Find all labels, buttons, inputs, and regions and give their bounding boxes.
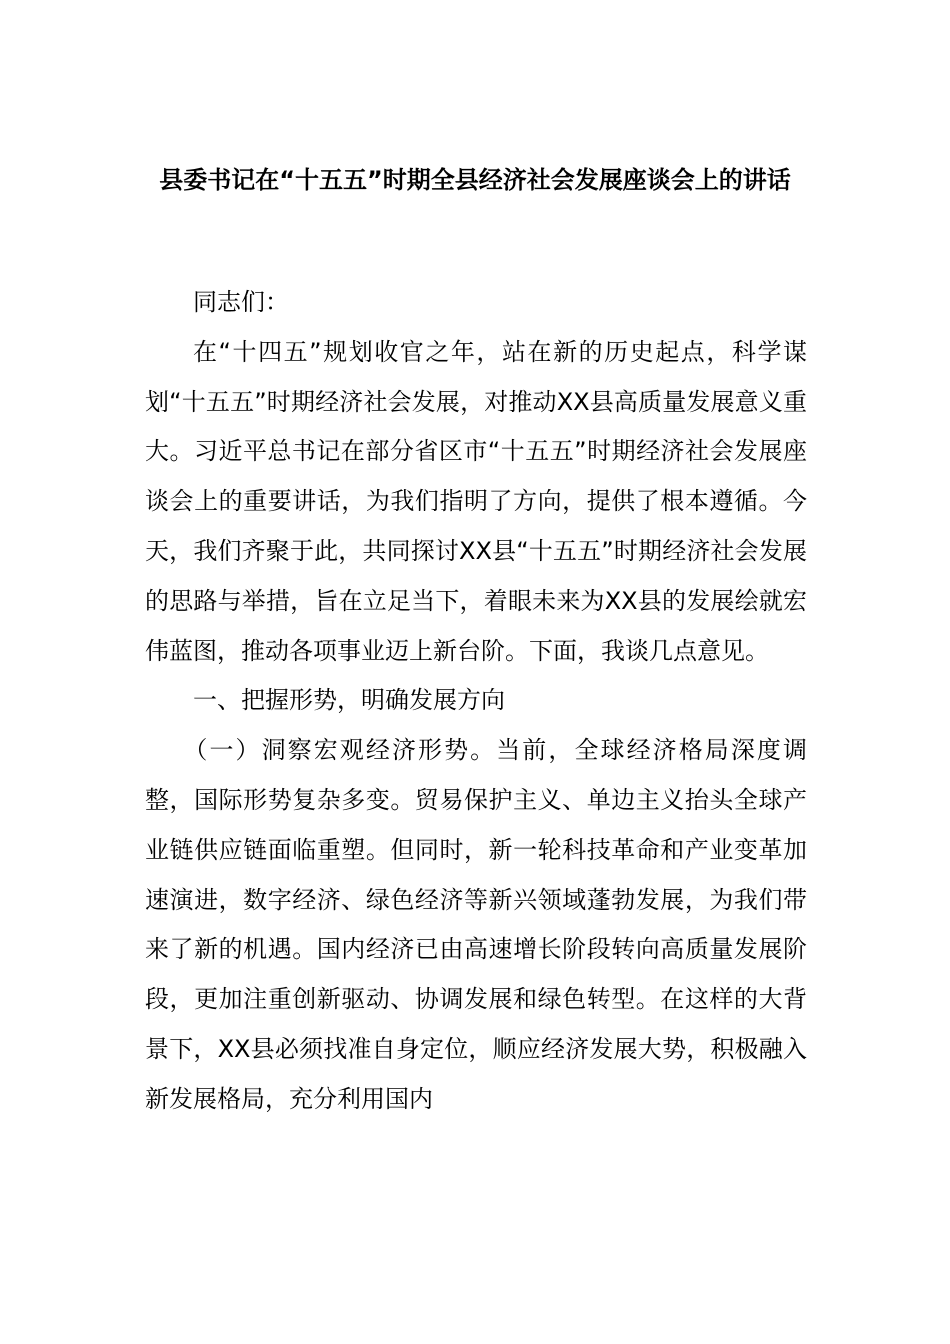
section-heading: 一、把握形势，明确发展方向 — [193, 686, 505, 715]
paragraph-subsection-1: （一）洞察宏观经济形势。当前，全球经济格局深度调整，国际形势复杂多变。贸易保护主义、单边主义抬头全球产业链供应链面临重塑。但同时，新一轮科技革命和产业变革加速演进，数字经济、绿色经济等新兴领域蓬勃发展，为我们带来了新的机遇。国内经济已由高速增长阶段转向高质量发展阶段，更加注重创新驱动、协调发展和绿色转型。在这样的大背景下，XX县必须找准自身定位，顺应经济发展大势，积极融入新发展格局，充分利用国内 — [145, 736, 807, 1113]
salutation: 同志们： — [193, 288, 289, 316]
paragraph-intro: 在“十四五”规划收官之年，站在新的历史起点，科学谋划“十五五”时期经济社会发展，对推动XX县高质量发展意义重大。习近平总书记在部分省区市“十五五”时期经济社会发展座谈会上的重要讲话，为我们指明了方向，提供了根本遵循。今天，我们齐聚于此，共同探讨XX县“十五五”时期经济社会发展的思路与举措，旨在立足当下，着眼未来为XX县的发展绘就宏伟蓝图，推动各项事业迈上新台阶。下面，我谈几点意见。 — [145, 337, 807, 665]
document-title: 县委书记在“十五五”时期全县经济社会发展座谈会上的讲话 — [159, 166, 791, 194]
document-body — [145, 278, 807, 1125]
